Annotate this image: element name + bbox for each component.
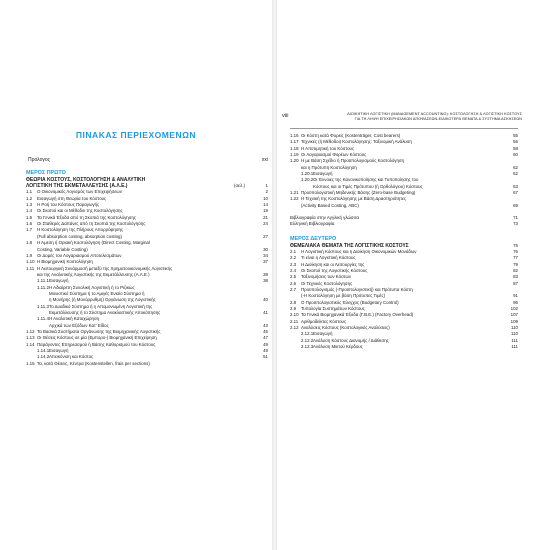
toc-entry-title: Μονιστικό Σύστημα ή το Αμιγές Ενιαίο Σύστημα ή [49, 290, 145, 296]
toc-entry-number: 1.14.2 [37, 354, 50, 360]
part-two-page: 75 [513, 242, 518, 248]
toc-entry-title: Κόστους και οι Τιμές Πρότυπου (ή Ορθολόγιου) Κόστους [313, 183, 423, 189]
toc-entry-title: (-Η Κοστολόγηση με βάση Πρότυπες Τιμές) [301, 293, 386, 299]
toc-entry-page: 55 [513, 133, 518, 138]
toc-entry-number: 1.12 [26, 328, 35, 334]
toc-entry-page: 49 [263, 348, 268, 353]
toc-entry-page: 87 [513, 280, 518, 286]
toc-entry-page: 62 [513, 171, 518, 177]
toc-entry-title: Η Βιομηχανική Κοστολόγηση [37, 259, 93, 265]
toc-entry-page: 47 [263, 335, 268, 341]
toc-entry-number: 1.11.1 [37, 278, 49, 284]
toc-entry-title: Αρχικά των Εξόδων Κατ' Είδος [49, 322, 109, 328]
toc-entry-title: Η Αδιαίρετη Συνολική Λογιστική ή το Ριζικώς [49, 284, 135, 290]
toc-entry-page: 51 [263, 354, 268, 360]
left-toc-list [26, 170, 268, 367]
toc-entry-title: Η Λογιστική Κόστους και η Διοίκηση Οικονομικών Μονάδων [301, 249, 417, 255]
toc-entry-page: 63 [513, 183, 518, 189]
part-one-subtitle-line1: ΘΕΩΡΙΑ ΚΟΣΤΟΥΣ, ΚΟΣΤΟΛΟΓΗΣΗ & ΑΝΑΛΥΤΙΚΗ [26, 177, 146, 183]
toc-entry[interactable] [290, 203, 518, 209]
toc-entry-title: Η Διοίκηση και οι Λειτουργίες της [301, 261, 365, 267]
toc-entry-title: Τα, κατά Θέσεις, Κέντρα (Kostenstellen, frais per sections) [37, 360, 150, 366]
toc-entry-title: Οι Λογαριασμοί Φορέων Κόστους [301, 152, 367, 158]
right-rows-part-one [290, 133, 518, 209]
toc-entry-title: Αναλύσεις Κόστους (Κοστολογικές Αναλύσεις) [301, 325, 390, 331]
toc-entry-page: 109 [510, 318, 518, 324]
toc-entry-title: Το Δυαδικό Σύστημα ή η Απομονωμένη Λογιστική της [49, 303, 153, 309]
toc-entry-number: 2.12.3 [301, 344, 314, 350]
toc-entry-number: 1.20 [290, 158, 299, 164]
toc-entry-page: 38 [263, 271, 268, 277]
toc-entry-page: 56 [513, 139, 518, 145]
toc-entry-title: Αριθμοδείκτες Κόστους [301, 318, 347, 324]
toc-entry-title: Ανάλυση Μικτού Κέρδους [313, 344, 363, 350]
toc-entry-page: 110 [511, 325, 518, 331]
toc-entry-title: Ανάλυση Κόστους Διανομής / Διάθεσης [313, 337, 389, 343]
toc-entry-title: Η Άμεση ή Οριακή Κοστολόγηση (Direct Costing, Marginal [37, 240, 150, 246]
part-one-title: ΜΕΡΟΣ ΠΡΩΤΟ [26, 170, 66, 176]
toc-entry-title: Ο Προϋπολογιστικός Έλεγχος (Budgetary Control) [301, 299, 399, 305]
toc-entry-number: 2.12 [290, 325, 299, 331]
toc-entry[interactable] [290, 344, 518, 350]
toc-entry-title: Τα Γενικά Έξοδα από τη Σκοπιά της Κοστολόγησης [37, 214, 137, 220]
toc-entry-number: 1.13 [26, 335, 35, 341]
toc-entry-title: Παράγοντες Επηρεασμού ή Βάσης Καθορισμού του Κόστους [37, 341, 156, 347]
bibliography-title: Ελληνική Βιβλιογραφία [290, 221, 335, 227]
toc-entry-number: 1.11.4 [37, 316, 49, 322]
toc-entry-title: Οι Σκοποί και οι Μέθοδοι της Κοστολόγησης [37, 208, 123, 214]
toc-entry-title: Οι Δομές του Λογαριασμού Αποτελεσμάτων [37, 252, 122, 258]
toc-entry-page: 45 [263, 328, 268, 334]
bibliography-list [290, 215, 518, 228]
toc-entry-title: Εισαγωγή στη Θεωρία του Κόστους [37, 195, 107, 201]
toc-entry-number: 1.20.2 [301, 177, 314, 183]
part-one-page: 1 [265, 183, 268, 189]
toc-entry-title: η Μονήρης (ή Μονόρρυθμη) Οργάνωση της Λογιστικής [49, 297, 156, 303]
left-page [0, 0, 272, 550]
toc-entry-page: 96 [513, 299, 518, 305]
toc-entry-number: 1.11.2 [37, 284, 49, 290]
toc-entry-title: Η Αποτιμητική του Κόστους [301, 145, 355, 151]
left-rows [26, 189, 268, 367]
bibliography-page: 71 [513, 215, 518, 221]
toc-entry-number: 1.15 [26, 360, 35, 366]
toc-entry-title: Προϋπολογισμός (-Προϋπολογιστική) και Πρότυπα Κόστη [301, 287, 413, 293]
toc-entry-title: Οι Σκοποί της Λογιστικής Κόστους [301, 268, 368, 274]
toc-entry-title: Εισαγωγή [313, 171, 333, 177]
toc-entry-number: 1.16 [290, 133, 299, 138]
toc-entry-number: 1.18 [290, 145, 299, 151]
toc-entry-title: Η Ροή του Κόστους Παραγωγής [37, 202, 100, 208]
toc-entry-number: 1.9 [26, 252, 33, 258]
toc-entry-page: 111 [511, 337, 518, 343]
toc-entry-page: 102 [510, 306, 518, 312]
toc-entry-page: 43 [263, 322, 268, 328]
bibliography-title: Βιβλιογραφία στην Αγγλική γλώσσα [290, 215, 359, 221]
toc-entry-number: 1.21 [290, 190, 299, 196]
toc-entry-page: 30 [263, 246, 268, 252]
prologue-entry[interactable] [26, 157, 268, 163]
toc-entry-title: Οι Κόστη κατά Φορείς (Kostenträger, Cost bearers) [301, 133, 401, 138]
toc-entry-number: 2.9 [290, 306, 297, 312]
bibliography-page: 73 [513, 221, 518, 227]
toc-entry-title: Οι Σταθερές Δαπάνες από τη Σκοπιά της Κοστολόγησης [37, 221, 146, 227]
toc-entry-page: 19 [263, 208, 268, 214]
toc-entry-number: 1.5 [26, 214, 33, 220]
toc-entry-title: Ταξινομήσεις των Κόστων [301, 274, 352, 280]
toc-entry-number: 1.8 [26, 240, 33, 246]
prologue-label: Πρόλογος [28, 157, 51, 163]
toc-entry-number: 1.4 [26, 208, 33, 214]
toc-entry-page: 110 [511, 331, 518, 337]
toc-entry-page: 41 [263, 309, 268, 315]
toc-entry-number: 2.10 [290, 312, 299, 318]
toc-entry-title: (Activity Based Costing, ABC) [301, 202, 359, 208]
toc-entry-number: 1.3 [26, 202, 33, 208]
toc-entry-title: Απεικόνιση και Κόστος [49, 354, 94, 360]
header-rule [290, 128, 518, 129]
toc-entry-title: Εκμετάλλευσης ή το Σύστημα Ανακλαστικής Αποκόπησης [49, 309, 161, 315]
toc-entry-number [290, 203, 301, 209]
bibliography-entry[interactable] [290, 221, 518, 227]
part-two-subtitle: ΘΕΜΕΛΙΑΚΑ ΘΕΜΑΤΑ ΤΗΣ ΛΟΓΙΣΤΙΚΗΣ ΚΟΣΤΟΥΣ [290, 242, 409, 249]
toc-entry-number: 1.20.1 [301, 171, 314, 177]
toc-entry-number: 1.11.3 [37, 303, 49, 309]
toc-entry-number: 1.2 [26, 195, 33, 201]
toc-entry-number: 2.1 [290, 249, 297, 255]
toc-entry-title: Τα Βασικά Συστήματα Οργάνωσης της Βιομηχανικής Λογιστικής [37, 328, 161, 334]
toc-entry-page: 107 [510, 312, 518, 318]
part-two-title: ΜΕΡΟΣ ΔΕΥΤΕΡΟ [290, 235, 337, 242]
toc-entry-number: 1.17 [290, 139, 299, 145]
toc-entry-page: 69 [513, 202, 518, 208]
toc-entry-page: 67 [513, 190, 518, 196]
right-rows-part-two [290, 249, 518, 351]
toc-entry-number: 2.8 [290, 299, 297, 305]
toc-title: ΠΙΝΑΚΑΣ ΠΕΡΙΕΧΟΜΕΝΩΝ [75, 130, 197, 140]
toc-entry-title: Τυπολογία Συστημάτων Κόστους [301, 306, 365, 312]
toc-entry-number: 1.10 [26, 259, 35, 265]
toc-entry-number: 1.14 [26, 341, 35, 347]
toc-entry-title: Η Κοστολόγηση της Πλήρους Απορρόφησης [37, 227, 124, 233]
toc-entry-title: Οι Έννοιες της Κανονικοποίησης και Τυποποίησης του [313, 177, 419, 183]
toc-entry-number: 2.11 [290, 318, 299, 324]
toc-entry-number: 2.12.2 [301, 337, 314, 343]
toc-entry-page: 27 [263, 233, 268, 239]
toc-entry-page: 76 [513, 249, 518, 255]
toc-entry-number: 1.6 [26, 221, 33, 227]
toc-entry-page: 77 [513, 255, 518, 261]
toc-entry-page: 40 [263, 297, 268, 303]
toc-entry-number: 1.22 [290, 196, 299, 202]
toc-entry-page: 38 [263, 278, 268, 284]
toc-entry-number: 1.1 [26, 189, 33, 195]
page-number: viii [282, 113, 289, 119]
toc-entry-title: Προϋπολογιστική Μηδενικής Βάσης (Zero-base Budgeting) [301, 190, 416, 196]
toc-entry-number: 2.7 [290, 287, 297, 293]
toc-entry-page: 91 [513, 293, 518, 299]
toc-entry-number: 1.14.1 [37, 348, 50, 353]
toc-entry-number: 2.3 [290, 261, 297, 267]
toc-entry-title: Εισαγωγή [49, 278, 69, 284]
toc-entry-number: 2.2 [290, 255, 297, 261]
toc-entry-page: 14 [263, 202, 268, 208]
toc-entry-title: και η Πρότυπη Κοστολόγηση [301, 164, 357, 170]
toc-entry-number: 2.12.1 [301, 331, 314, 337]
toc-entry-page: 111 [511, 344, 518, 350]
toc-entry-page: 24 [263, 221, 268, 227]
running-head [282, 112, 522, 121]
toc-entry-title: Τεχνικές (ή Μέθοδοι) Κοστολόγησης: Ταξινομική Ανάλυση [301, 139, 412, 145]
part-one-subtitle-line2: ΛΟΓΙΣΤΙΚΗ ΤΗΣ ΕΚΜΕΤΑΛΛΕΥΣΗΣ (Α.Λ.Ε.) [26, 183, 128, 190]
toc-entry-page: 83 [513, 274, 518, 280]
toc-entry-page: 49 [263, 341, 268, 347]
toc-entry-page: 37 [263, 259, 268, 265]
toc-entry-page: 34 [263, 252, 268, 258]
toc-entry-number [26, 272, 37, 278]
prologue-page: xxi [261, 157, 268, 163]
toc-entry-page: 21 [263, 214, 268, 220]
running-head-line1: ΔΙΟΙΚΗΤΙΚΗ ΛΟΓΙΣΤΙΚΗ (MANAGEMENT ACCOUNTING): ΚΟΣΤΟΛΟΓΗΣΗ & ΛΟΓΙΣΤΙΚΗ ΚΟΣΤΟΥΣ [347, 112, 522, 116]
toc-entry-title: (Full absorption costing, absorption costing) [37, 233, 122, 239]
toc-entry-title: Τι είναι η Λογιστική Κόστους [301, 255, 356, 261]
toc-entry-title: Η Τεχνική της Κοστολόγησης με Βάση Δραστηριότητες [301, 196, 407, 202]
toc-entry-number: 1.7 [26, 227, 33, 233]
toc-entry-number: 2.6 [290, 280, 297, 286]
toc-entry-title: Η με Βάση Σχέδιο ή Προϋπολογισμούς Κοστολόγηση [301, 158, 405, 164]
toc-entry-title: και της Αναλυτικής Λογιστικής της Εκμετάλλευσης (Α.Λ.Ε.) [37, 271, 150, 277]
toc-entry-title: Οι Τεχνικές Κοστολόγησης [301, 280, 353, 286]
toc-entry-title: Τα Γενικά Βιομηχανικά Έξοδα (Γ.Β.Ε.) (Factory Overhead) [301, 312, 414, 318]
toc-entry-title: Η Λειτουργική Συνάρμοσή μεταξύ της Χρηματοοικονομικής Λογιστικής [37, 265, 173, 271]
toc-entry-page: 2 [265, 189, 268, 195]
toc-entry-title: Costing, Variable Costing) [37, 246, 88, 252]
toc-entry-page: 79 [513, 261, 518, 267]
toc-entry-number: 2.4 [290, 268, 297, 274]
toc-entry-page: 62 [513, 164, 518, 170]
running-head-line2: ΓΙΑ ΤΗ ΛΗΨΗ ΕΠΙΧΕΙΡΗΣΙΑΚΩΝ ΑΠΟΦΑΣΕΩΝ-ΕΙΔΙΚΟΤΕΡΑ ΘΕΜΑΤΑ & ΣΥΣΤΗΜΑ ΑΣΚΗΣΕΩΝ [354, 116, 522, 121]
right-toc-list [290, 128, 518, 351]
toc-entry-number: 1.19 [290, 152, 299, 158]
toc-entry-number: 2.5 [290, 274, 297, 280]
page-marker: (σελ.) [234, 183, 246, 189]
toc-entry[interactable] [26, 361, 268, 367]
toc-entry-page: 10 [263, 195, 268, 201]
toc-entry-title: Εισαγωγή [49, 348, 69, 353]
toc-entry-number [290, 165, 301, 171]
toc-entry-page: 58 [513, 145, 518, 151]
toc-entry-title: Εισαγωγή [313, 331, 333, 337]
toc-entry-page [254, 361, 268, 367]
toc-entry-number: 1.11 [26, 265, 35, 271]
toc-entry-page: 60 [513, 152, 518, 158]
toc-entry-title: Ο Οικονομικός Λογισμός των Επιχειρήσεων [37, 189, 122, 195]
toc-entry-title: Η Αναλυτική Καταχώρηση [49, 316, 100, 322]
toc-entry-page: 82 [513, 268, 518, 274]
toc-entry-title: Οι Θέσεις Κόστους σε μία (Εμπορο-) Βιομηχανική Επιχείρηση [37, 335, 157, 341]
